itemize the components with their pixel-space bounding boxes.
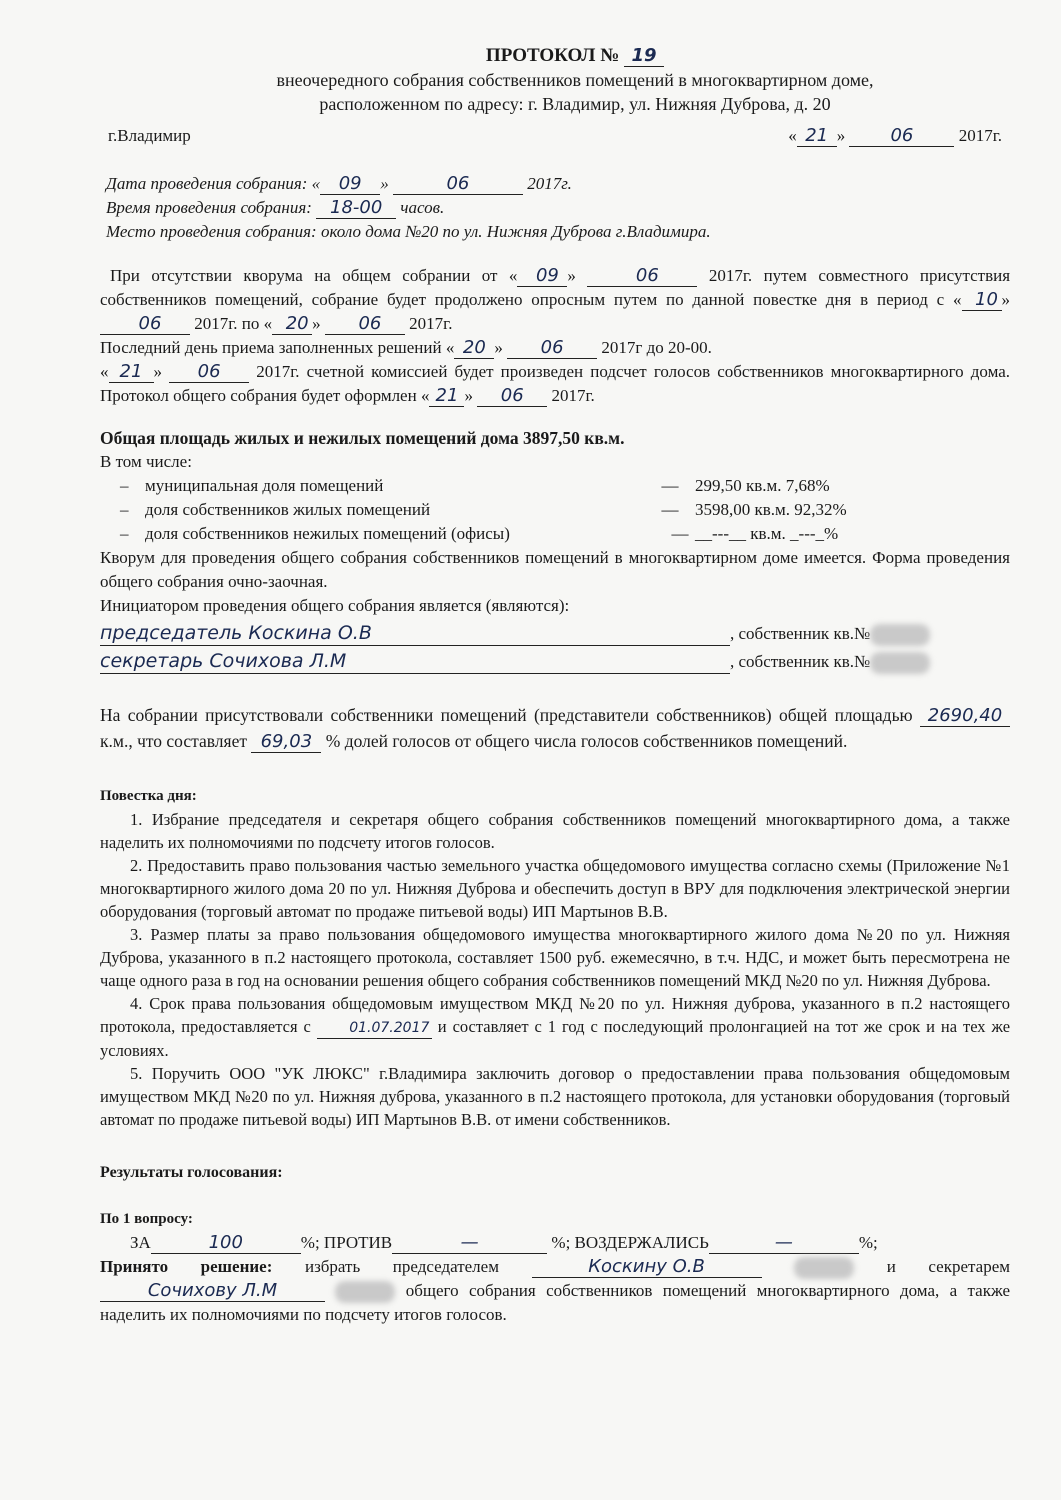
list-item: – муниципальная доля помещений — 299,50 кв.м. 7,68% — [120, 476, 830, 495]
initiator-label: Инициатором проведения общего собрания является (являются): — [100, 596, 570, 615]
count-paragraph: « 21 » 06 2017г. счетной комиссией будет произведен подсчет голосов собственников многоквартирного дома. Протокол общего собрания будет оформлен « 21 » 06 2017г. — [100, 361, 1011, 406]
meeting-place: Место проведения собрания: около дома №20 по ул. Нижняя Дуброва г.Владимира. — [106, 222, 711, 241]
meeting-date: Дата проведения собрания: « 09 » 06 2017г. — [106, 173, 572, 194]
protocol-date: « 21 » 06 2017г. — [788, 125, 1002, 146]
list-item: 1. Избрание председателя и секретаря общего собрания собственников помещений многоквартирного дома, а также наделить их полномочиями по подсчету итогов голосов. — [100, 810, 1010, 852]
list-item: 4. Срок права пользования общедомовым имуществом МКД №20 по ул. Нижняя дуброва, указанного в п.2 настоящего протокола, предоставляется с 01.07.2017 и составляет с 1 год с последующий пролонгацией на тот же срок и на тех же условиях. — [100, 994, 1011, 1060]
including-label: В том числе: — [100, 452, 192, 471]
list-item: – доля собственников жилых помещений — 3598,00 кв.м. 92,32% — [120, 500, 847, 519]
area-heading: Общая площадь жилых и нежилых помещений дома 3897,50 кв.м. — [100, 428, 625, 448]
quorum-paragraph: При отсутствии кворума на общем собрании от « 09 » 06 2017г. путем совместного присутствия собственников помещений, собрание будет продолжено опросным путем по данной повестке дня в период с « 10 »06 2017г. по « 20 » 06 2017г. — [100, 265, 1011, 334]
city-date-row — [100, 124, 1010, 148]
results-heading: Результаты голосования: — [100, 1164, 283, 1181]
agenda-list — [100, 808, 1010, 1131]
redacted-apartment — [870, 652, 930, 674]
attendance-paragraph: На собрании присутствовали собственники помещений (представители собственников) общей площадью 2690,40 к.м., что составляет 69,03 % долей голосов от общего числа голосов собственников помещений. — [100, 702, 1010, 754]
protocol-title: ПРОТОКОЛ № 19 — [140, 44, 1010, 68]
list-item: 3. Размер платы за право пользования общедомового имущества многоквартирного жилого дома №20 по ул. Нижняя Дуброва, указанного в п.2 настоящего протокола, составляет 1500 руб. ежемесячно, в т.ч. НДС, и может быть пересмотрена не чаще одного раза в год на основании решения общего собрания собственников помещений МКД №20 по ул. Нижняя Дуброва. — [100, 925, 1010, 990]
initiator-1: председатель Коскина О.В , собственник кв.№ — [100, 618, 1010, 646]
redacted-apartment — [870, 624, 930, 646]
vote-row: ЗА 100 %; ПРОТИВ — %; ВОЗДЕРЖАЛИСЬ — %; — [130, 1232, 878, 1253]
protocol-document — [100, 44, 1010, 1327]
area-shares-list — [100, 474, 1010, 546]
list-item: – доля собственников нежилых помещений (офисы) — __---__ кв.м. _---_% — [120, 524, 839, 543]
list-item: 2. Предоставить право пользования частью земельного участка общедомового имущества согласно схемы (Приложение №1 многоквартирного жилого дома 20 по ул. Нижняя Дуброва и обеспечить доступ в ВРУ для подключения электрической энергии оборудования (торговый автомат по продаже питьевой воды) ИП Мартынов В.В. — [100, 856, 1010, 921]
subtitle-line2: расположенном по адресу: г. Владимир, ул. Нижняя Дуброва, д. 20 — [319, 94, 831, 114]
meeting-info — [106, 172, 1010, 244]
agenda-heading: Повестка дня: — [100, 788, 197, 804]
last-day-paragraph: Последний день приема заполненных решений « 20 » 06 2017г до 20-00. — [100, 337, 712, 358]
decision-paragraph: Принято решение: избрать председателем Коскину О.В и секретарем Сочихову Л.М общего собрания собственников помещений многоквартирного дома, а также наделить их полномочиями по подсчету итогов голосов. — [100, 1256, 1011, 1325]
protocol-number: 19 — [624, 46, 664, 67]
question-1-heading: По 1 вопросу: — [100, 1211, 193, 1227]
list-item: 5. Поручить ООО "УК ЛЮКС" г.Владимира заключить договор о предоставлении права пользования общедомовым имуществом МКД №20 по ул. Нижняя дуброва, указанного в п.2 настоящего протокола, для установки оборудования (торговый автомат по продаже питьевой воды) ИП Мартынов В.В. от имени собственников. — [100, 1064, 1010, 1129]
redacted-apartment — [335, 1281, 395, 1303]
subtitle-line1: внеочередного собрания собственников помещений в многоквартирном доме, — [276, 70, 874, 90]
initiator-2: секретарь Сочихова Л.М , собственник кв.№ — [100, 646, 1010, 674]
city: г.Владимир — [108, 126, 191, 145]
meeting-time: Время проведения собрания: 18-00 часов. — [106, 197, 445, 218]
quorum-statement: Кворум для проведения общего собрания собственников помещений в многоквартирном доме имеется. Форма проведения общего собрания очно-заочная. — [100, 548, 1010, 591]
redacted-apartment — [794, 1257, 854, 1279]
